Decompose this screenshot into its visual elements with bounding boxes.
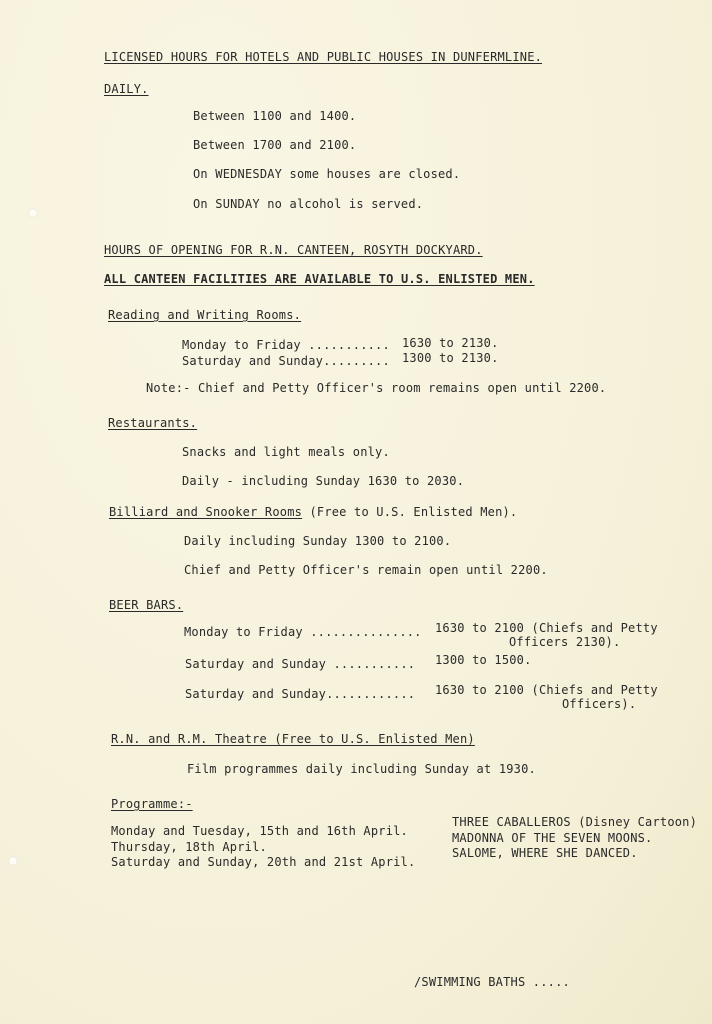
licensed-line: Between 1100 and 1400. (193, 109, 357, 123)
beer-row-label: Monday to Friday ............... (184, 625, 422, 639)
theatre-line: Film programmes daily including Sunday at 1930. (187, 762, 536, 776)
beer-row-label: Saturday and Sunday ........... (185, 657, 416, 671)
restaurants-line: Daily - including Sunday 1630 to 2030. (182, 474, 465, 488)
programme-heading: Programme:- (111, 797, 193, 811)
billiard-heading: Billiard and Snooker Rooms (109, 505, 303, 519)
theatre-heading: R.N. and R.M. Theatre (Free to U.S. Enlisted Men) (111, 732, 475, 746)
beer-heading: BEER BARS. (109, 598, 184, 612)
programme-film: THREE CABALLEROS (Disney Cartoon) (452, 815, 698, 829)
licensed-line: Between 1700 and 2100. (193, 138, 357, 152)
reading-note: Note:- Chief and Petty Officer's room remains open until 2200. (146, 381, 607, 395)
beer-row-hours: 1630 to 2100 (Chiefs and Petty (435, 683, 658, 697)
billiard-heading-line (109, 505, 517, 519)
licensed-line: On WEDNESDAY some houses are closed. (193, 167, 461, 181)
reading-row-label: Monday to Friday ........... (182, 338, 390, 352)
restaurants-line: Snacks and light meals only. (182, 445, 390, 459)
document-title: LICENSED HOURS FOR HOTELS AND PUBLIC HOUSES IN DUNFERMLINE. (104, 50, 543, 64)
beer-row-label: Saturday and Sunday............ (185, 687, 416, 701)
programme-film: SALOME, WHERE SHE DANCED. (452, 846, 638, 860)
billiard-line: Daily including Sunday 1300 to 2100. (184, 534, 452, 548)
canteen-heading: HOURS OF OPENING FOR R.N. CANTEEN, ROSYTH DOCKYARD. (104, 243, 483, 257)
programme-date: Saturday and Sunday, 20th and 21st April. (111, 855, 416, 869)
restaurants-heading: Restaurants. (108, 416, 198, 430)
programme-date: Monday and Tuesday, 15th and 16th April. (111, 824, 408, 838)
reading-row-hours: 1630 to 2130. (402, 336, 499, 350)
beer-row-hours: 1300 to 1500. (435, 653, 532, 667)
beer-row-hours-cont: Officers). (562, 697, 637, 711)
programme-date: Thursday, 18th April. (111, 840, 267, 854)
continuation-footer: /SWIMMING BATHS ..... (414, 975, 570, 989)
licensed-line: On SUNDAY no alcohol is served. (193, 197, 424, 211)
reading-row-hours: 1300 to 2130. (402, 351, 499, 365)
punch-hole (28, 208, 38, 218)
billiard-note: (Free to U.S. Enlisted Men). (302, 505, 518, 519)
reading-heading: Reading and Writing Rooms. (108, 308, 302, 322)
reading-row-label: Saturday and Sunday......... (182, 354, 390, 368)
canteen-subheading: ALL CANTEEN FACILITIES ARE AVAILABLE TO U.S. ENLISTED MEN. (104, 272, 535, 286)
licensed-heading: DAILY. (104, 82, 149, 96)
beer-row-hours-cont: Officers 2130). (509, 635, 621, 649)
beer-row-hours: 1630 to 2100 (Chiefs and Petty (435, 621, 658, 635)
programme-film: MADONNA OF THE SEVEN MOONS. (452, 831, 653, 845)
punch-hole (8, 856, 18, 866)
billiard-line: Chief and Petty Officer's remain open until 2200. (184, 563, 548, 577)
